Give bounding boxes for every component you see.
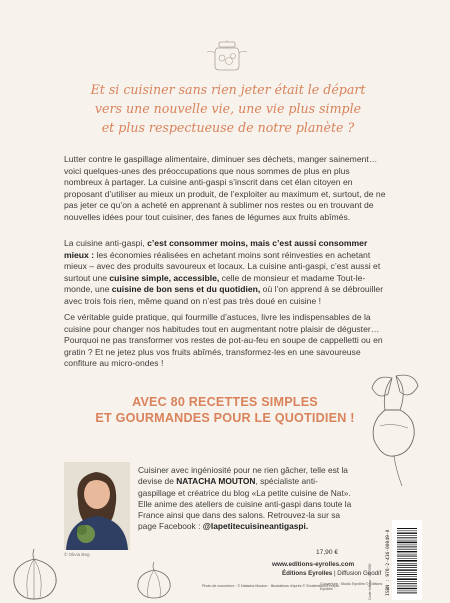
jar-illustration-icon	[205, 38, 249, 72]
illustration-credits: Photo de couverture : © Natacha Mouton · Illustrations d’après © Shutterstock/Freepik	[202, 584, 340, 588]
publisher-name: Éditions Eyrolles	[282, 570, 333, 577]
p2-text-2: les économies réalisées en achetant moins sont réinvesties en achetant mieux – avec des produits savoureux et locaux. La cuisine anti-gaspi, c’est aussi et surtout une	[64, 249, 381, 283]
isbn-number: ISBN : 978-2-416-00049-0	[386, 529, 391, 596]
p2-text-1: La cuisine anti-gaspi,	[64, 238, 148, 248]
bio-text-1: Cuisiner avec ingéniosité pour ne rien gâcher, telle est la devise de	[138, 465, 348, 487]
garlic-illustration-icon	[132, 560, 176, 600]
author-photo	[64, 462, 130, 550]
p2-bold-1: c’est consommer moins, mais c’est aussi consommer mieux :	[64, 238, 368, 260]
p2-bold-2: cuisine simple, accessible,	[109, 272, 220, 283]
cover-credits: Couverture : Studio Eyrolles © Éditions Eyrolles	[320, 582, 383, 591]
author-bio	[138, 465, 352, 533]
beet-illustration-icon	[352, 370, 432, 490]
headline-line-2: ET GOURMANDES POUR LE QUOTIDIEN !	[95, 411, 355, 425]
distributor-name: | Diffusion Geodif	[333, 570, 382, 577]
author-portrait-icon	[64, 462, 130, 550]
author-name: NATACHA MOUTON	[176, 476, 256, 487]
guide-paragraph: Ce véritable guide pratique, qui fourmille d’astuces, livre les indispensables de la cuisine pour changer nos habitudes tout en augmentant notre plaisir de déguster… Pourquoi ne pas transformer vos restes de pot-au-feu en soupe de cappelletti ou en gratin ? Et ne jetez plus vos fruits abîmés, transformez-les en une savoureuse confiture au micro-ondes !	[64, 312, 383, 369]
headline-line-1: AVEC 80 RECETTES SIMPLES	[132, 395, 318, 409]
onion-illustration-icon	[6, 545, 62, 601]
facebook-handle: @lapetitecuisineantigaspi.	[202, 521, 309, 532]
bio-text-2: , spécialiste anti-gaspillage et créatrice du blog «La petite cuisine de Nat». Elle anime des ateliers de cuisine anti-gaspi dans toute la France ainsi que dans des salons. Retrouvez-la sur sa page Facebook :	[138, 476, 352, 532]
intro-paragraph: Lutter contre le gaspillage alimentaire, diminuer ses déchets, manger sainement… voici quelques-unes des préoccupations que nous sommes de plus en plus nombreux à partager. La cuisine anti-gaspi s’inscrit dans cet élan citoyen en proposant d’utiliser au mieux un produit, de l’exploiter au maximum et, surtout, de ne pas jeter ce qu’on a acheté en apprenant à sublimer nos restes ou en trouvant de nouvelles idées pour tout cuisiner, des fanes de légumes aux fruits abîmés.	[64, 154, 386, 222]
publisher-line	[282, 570, 381, 577]
p2-bold-3: cuisine de bon sens et du quotidien,	[111, 284, 261, 295]
publisher-website-link[interactable]: www.editions-eyrolles.com	[272, 561, 355, 568]
tagline-line-1: Et si cuisiner sans rien jeter était le départ	[90, 82, 366, 97]
publisher-code: Code éditeur : G57050	[368, 563, 372, 600]
price: 17,90 €	[316, 549, 338, 556]
photo-credit: © Olivia Beg	[64, 552, 90, 557]
p2-text-3: celle de monsieur et madame Tout-le-monde, une	[64, 272, 366, 295]
tagline-line-3: et plus respectueuse de notre planète ?	[101, 120, 355, 135]
anti-gaspi-paragraph	[64, 238, 388, 308]
tagline-line-2: vers une nouvelle vie, une vie plus simple	[94, 101, 362, 116]
p2-text-4: où l’on apprend à se débrouiller avec trois fois rien, même quand on n’est pas très doué en cuisine !	[64, 284, 384, 306]
barcode-icon	[395, 526, 419, 596]
tagline	[58, 80, 398, 137]
